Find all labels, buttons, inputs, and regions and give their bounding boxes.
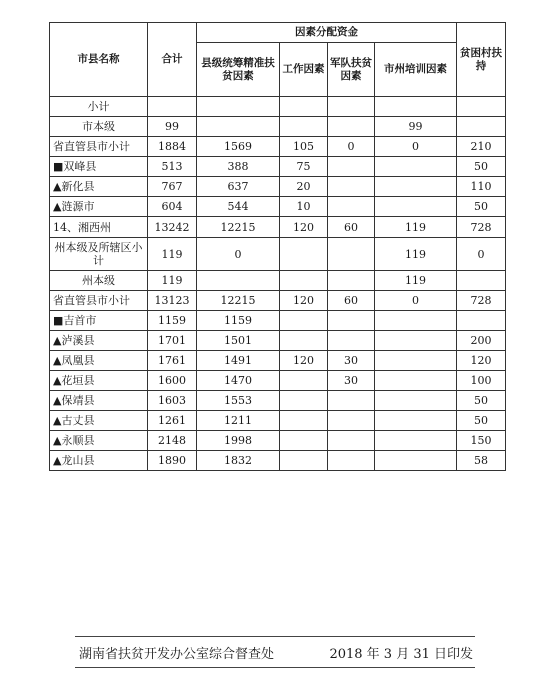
cell-work: 10 (280, 197, 328, 217)
cell-army (328, 238, 375, 271)
table-row (50, 371, 506, 391)
cell-name: ■吉首市 (50, 311, 148, 331)
cell-army (328, 411, 375, 431)
cell-village: 200 (457, 331, 506, 351)
cell-army (328, 431, 375, 451)
funds-allocation-table (49, 22, 506, 471)
cell-total: 604 (148, 197, 197, 217)
cell-total: 99 (148, 117, 197, 137)
cell-name: ▲龙山县 (50, 451, 148, 471)
table-row (50, 311, 506, 331)
table-row (50, 391, 506, 411)
cell-work (280, 331, 328, 351)
cell-work (280, 271, 328, 291)
cell-name: ▲涟源市 (50, 197, 148, 217)
cell-city (375, 331, 457, 351)
cell-city (375, 197, 457, 217)
cell-city (375, 451, 457, 471)
cell-work: 120 (280, 351, 328, 371)
table-row (50, 197, 506, 217)
cell-city (375, 431, 457, 451)
cell-army (328, 177, 375, 197)
header-county-factor: 县级统筹精准扶贫因素 (197, 43, 280, 97)
header-army-factor: 军队扶贫因素 (328, 43, 375, 97)
cell-village: 50 (457, 391, 506, 411)
cell-village: 50 (457, 157, 506, 177)
cell-work (280, 411, 328, 431)
cell-city: 99 (375, 117, 457, 137)
table-row (50, 137, 506, 157)
cell-county: 637 (197, 177, 280, 197)
cell-county: 1553 (197, 391, 280, 411)
cell-work (280, 371, 328, 391)
cell-name: ▲新化县 (50, 177, 148, 197)
header-work-factor: 工作因素 (280, 43, 328, 97)
cell-total: 1261 (148, 411, 197, 431)
table-row (50, 117, 506, 137)
cell-work: 105 (280, 137, 328, 157)
cell-army (328, 197, 375, 217)
cell-village: 50 (457, 411, 506, 431)
cell-county: 1470 (197, 371, 280, 391)
cell-work (280, 117, 328, 137)
cell-city (375, 97, 457, 117)
cell-county (197, 117, 280, 137)
cell-work (280, 431, 328, 451)
cell-city (375, 411, 457, 431)
table-row (50, 431, 506, 451)
cell-army (328, 311, 375, 331)
header-total: 合计 (148, 23, 197, 97)
header-village-support: 贫困村扶持 (457, 23, 506, 97)
cell-county: 1501 (197, 331, 280, 351)
cell-county: 1998 (197, 431, 280, 451)
cell-total: 1600 (148, 371, 197, 391)
cell-city: 119 (375, 271, 457, 291)
cell-village (457, 97, 506, 117)
cell-village: 728 (457, 291, 506, 311)
header-factor-group: 因素分配资金 (197, 23, 457, 43)
cell-county: 544 (197, 197, 280, 217)
cell-county: 1211 (197, 411, 280, 431)
cell-army (328, 117, 375, 137)
cell-village: 100 (457, 371, 506, 391)
table-row (50, 331, 506, 351)
cell-city: 119 (375, 217, 457, 238)
cell-work: 120 (280, 217, 328, 238)
cell-army: 30 (328, 371, 375, 391)
cell-army (328, 97, 375, 117)
cell-village: 210 (457, 137, 506, 157)
cell-county: 1159 (197, 311, 280, 331)
table-row (50, 97, 506, 117)
cell-village: 110 (457, 177, 506, 197)
issuing-office: 湖南省扶贫开发办公室综合督查处 (79, 647, 275, 662)
cell-county: 1832 (197, 451, 280, 471)
cell-village: 120 (457, 351, 506, 371)
table-body (50, 97, 506, 471)
cell-county: 388 (197, 157, 280, 177)
cell-city: 0 (375, 137, 457, 157)
table-row (50, 291, 506, 311)
cell-work (280, 238, 328, 271)
cell-village: 728 (457, 217, 506, 238)
cell-total: 513 (148, 157, 197, 177)
cell-name: ▲花垣县 (50, 371, 148, 391)
cell-army (328, 271, 375, 291)
cell-work (280, 97, 328, 117)
cell-name: 市本级 (50, 117, 148, 137)
cell-village: 150 (457, 431, 506, 451)
cell-army (328, 451, 375, 471)
cell-total: 1701 (148, 331, 197, 351)
table-row (50, 351, 506, 371)
cell-total (148, 97, 197, 117)
header-city-training-factor: 市州培训因素 (375, 43, 457, 97)
cell-city (375, 371, 457, 391)
cell-work (280, 311, 328, 331)
cell-work (280, 391, 328, 411)
table-row (50, 271, 506, 291)
cell-total: 13123 (148, 291, 197, 311)
table-row (50, 411, 506, 431)
table-row (50, 217, 506, 238)
cell-city (375, 311, 457, 331)
cell-county: 12215 (197, 291, 280, 311)
cell-total: 1603 (148, 391, 197, 411)
header-name: 市县名称 (50, 23, 148, 97)
cell-county (197, 97, 280, 117)
cell-work: 75 (280, 157, 328, 177)
cell-county (197, 271, 280, 291)
cell-county: 0 (197, 238, 280, 271)
cell-village (457, 271, 506, 291)
cell-name: 省直管县市小计 (50, 137, 148, 157)
cell-village (457, 311, 506, 331)
cell-county: 12215 (197, 217, 280, 238)
cell-county: 1569 (197, 137, 280, 157)
cell-name: ▲永顺县 (50, 431, 148, 451)
cell-total: 1761 (148, 351, 197, 371)
cell-village: 0 (457, 238, 506, 271)
cell-county: 1491 (197, 351, 280, 371)
cell-total: 1884 (148, 137, 197, 157)
cell-village: 58 (457, 451, 506, 471)
cell-total: 1890 (148, 451, 197, 471)
cell-city (375, 351, 457, 371)
cell-name: ▲古丈县 (50, 411, 148, 431)
cell-name: 省直管县市小计 (50, 291, 148, 311)
cell-army (328, 391, 375, 411)
cell-city (375, 391, 457, 411)
cell-name: ▲泸溪县 (50, 331, 148, 351)
cell-total: 119 (148, 238, 197, 271)
cell-total: 119 (148, 271, 197, 291)
cell-work (280, 451, 328, 471)
cell-city: 119 (375, 238, 457, 271)
cell-name: 小计 (50, 97, 148, 117)
cell-name: 州本级及所辖区小计 (50, 238, 148, 271)
cell-name: 州本级 (50, 271, 148, 291)
cell-total: 2148 (148, 431, 197, 451)
cell-total: 1159 (148, 311, 197, 331)
issue-date: 2018 年 3 月 31 日印发 (329, 647, 473, 662)
cell-army (328, 157, 375, 177)
cell-work: 20 (280, 177, 328, 197)
cell-village: 50 (457, 197, 506, 217)
cell-name: ■双峰县 (50, 157, 148, 177)
cell-name: ▲凤凰县 (50, 351, 148, 371)
cell-army: 0 (328, 137, 375, 157)
table-row (50, 157, 506, 177)
cell-city (375, 177, 457, 197)
cell-name: ▲保靖县 (50, 391, 148, 411)
cell-total: 767 (148, 177, 197, 197)
table-row (50, 451, 506, 471)
table-row (50, 238, 506, 271)
cell-army (328, 331, 375, 351)
cell-city: 0 (375, 291, 457, 311)
cell-army: 30 (328, 351, 375, 371)
cell-city (375, 157, 457, 177)
table-row (50, 177, 506, 197)
footer (75, 636, 475, 668)
cell-army: 60 (328, 291, 375, 311)
cell-name: 14、湘西州 (50, 217, 148, 238)
cell-total: 13242 (148, 217, 197, 238)
cell-army: 60 (328, 217, 375, 238)
cell-village (457, 117, 506, 137)
cell-work: 120 (280, 291, 328, 311)
